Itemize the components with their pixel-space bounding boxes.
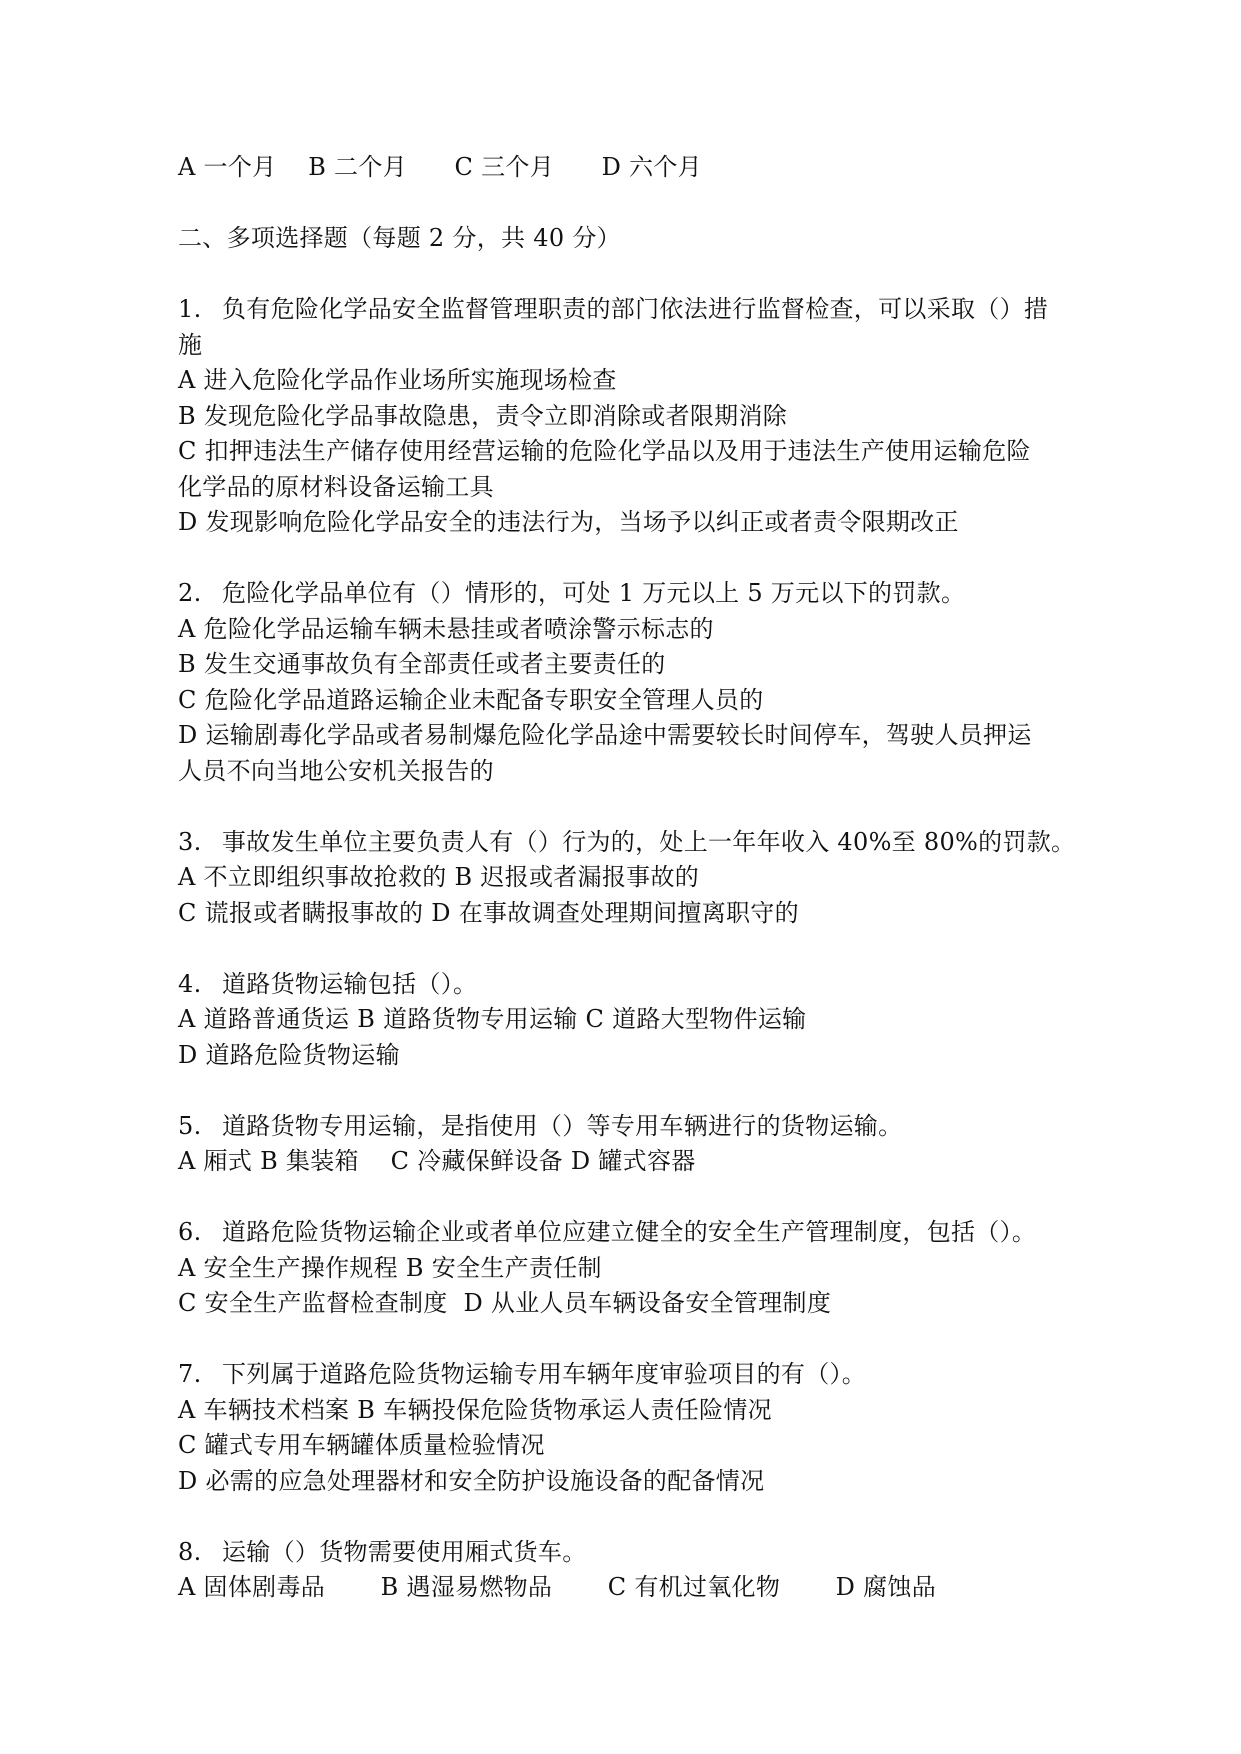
option-line: D 运输剧毒化学品或者易制爆危险化学品途中需要较长时间停车，驾驶人员押运 [178,721,1032,749]
question-6 [178,1215,1078,1322]
question-number: 7. [178,1360,202,1388]
option-line: A 道路普通货运 B 道路货物专用运输 C 道路大型物件运输 [178,1005,807,1033]
question-number: 4. [178,969,202,998]
option-line: D 必需的应急处理器材和安全防护设施设备的配备情况 [178,1466,765,1495]
option-line: A 不立即组织事故抢救的 B 迟报或者漏报事故的 [178,863,700,891]
document-content [178,150,1078,1606]
question-number: 2. [178,579,202,607]
option-b: B 二个月 [308,153,407,181]
option-line: A 安全生产操作规程 B 安全生产责任制 [178,1253,602,1282]
option-line: A 固体剧毒品 B 遇湿易燃物品 C 有机过氧化物 D 腐蚀品 [178,1573,936,1601]
option-line: A 车辆技术档案 B 车辆投保危险货物承运人责任险情况 [178,1395,772,1424]
question-stem-text: 危险化学品单位有（）情形的，可处 1 万元以上 5 万元以下的罚款。 [222,579,966,607]
option-line: C 扣押违法生产储存使用经营运输的危险化学品以及用于违法生产使用运输危险 [178,437,1031,465]
question-stem-text: 运输（）货物需要使用厢式货车。 [222,1537,587,1566]
question-stem-text: 道路货物专用运输，是指使用（）等专用车辆进行的货物运输。 [222,1111,903,1140]
question-stem-text: 负有危险化学品安全监督管理职责的部门依法进行监督检查，可以采取（）措 [222,295,1049,323]
question-4 [178,967,1078,1074]
option-line: 人员不向当地公安机关报告的 [178,756,494,785]
question-stem [178,1357,1078,1393]
question-stem [178,292,1078,328]
prev-question-options [178,150,1078,186]
question-7 [178,1357,1078,1499]
option-line: D 道路危险货物运输 [178,1040,400,1069]
question-stem [178,576,1078,612]
question-2 [178,576,1078,789]
question-stem-text: 事故发生单位主要负责人有（）行为的，处上一年年收入 40%至 80%的罚款。 [222,827,1076,856]
option-line: A 厢式 B 集装箱 C 冷藏保鲜设备 D 罐式容器 [178,1147,696,1175]
option-line: A 进入危险化学品作业场所实施现场检查 [178,366,617,394]
option-line: C 罐式专用车辆罐体质量检验情况 [178,1431,545,1459]
option-line: 化学品的原材料设备运输工具 [178,472,494,501]
option-line: D 发现影响危险化学品安全的违法行为，当场予以纠正或者责令限期改正 [178,508,959,536]
question-stem [178,1109,1078,1145]
question-stem-continued: 施 [178,330,203,359]
question-number: 6. [178,1218,202,1246]
question-8 [178,1535,1078,1606]
option-c: C 三个月 [454,153,555,181]
question-stem [178,1215,1078,1251]
question-stem [178,825,1078,861]
question-number: 5. [178,1111,202,1140]
option-line: C 危险化学品道路运输企业未配备专职安全管理人员的 [178,685,764,714]
question-number: 8. [178,1537,202,1566]
option-a: A 一个月 [178,153,277,181]
question-number: 3. [178,827,202,856]
question-stem-text: 下列属于道路危险货物运输专用车辆年度审验项目的有（）。 [222,1360,867,1388]
question-stem-text: 道路危险货物运输企业或者单位应建立健全的安全生产管理制度，包括（）。 [222,1218,1037,1246]
question-stem [178,967,1078,1003]
section-title: 二、多项选择题（每题 2 分，共 40 分） [178,224,621,252]
question-number: 1. [178,295,202,323]
question-3 [178,825,1078,932]
question-1 [178,292,1078,541]
option-line: A 危险化学品运输车辆未悬挂或者喷涂警示标志的 [178,614,714,643]
option-line: C 安全生产监督检查制度 D 从业人员车辆设备安全管理制度 [178,1289,832,1317]
question-stem [178,1535,1078,1571]
question-stem-text: 道路货物运输包括（）。 [222,969,478,998]
option-d: D 六个月 [601,153,702,181]
option-line: B 发现危险化学品事故隐患，责令立即消除或者限期消除 [178,401,788,430]
option-line: B 发生交通事故负有全部责任或者主要责任的 [178,650,666,678]
question-5 [178,1109,1078,1180]
option-line: C 谎报或者瞒报事故的 D 在事故调查处理期间擅离职守的 [178,898,799,927]
